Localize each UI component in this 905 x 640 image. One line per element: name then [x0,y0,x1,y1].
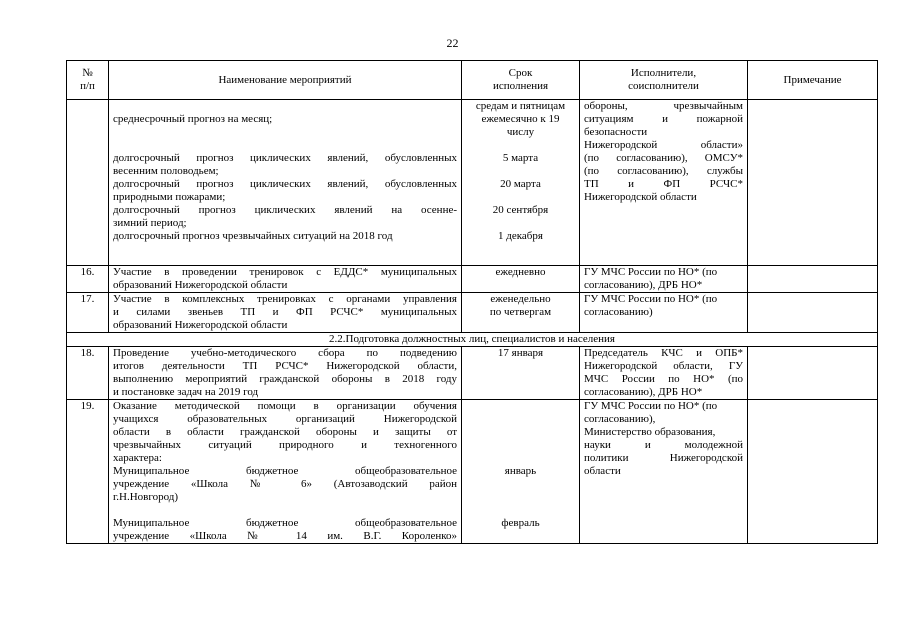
row-term: ежедневно [462,266,580,293]
row-executors: ГУ МЧС России по НО* (по согласованию), Министерство образования, науки и молодежной политики Нижегородской области [580,400,748,544]
row-name: Проведение учебно-методического сбора по подведению итогов деятельности ТП РСЧС* Нижегородской области, выполнению мероприятий гражданской обороны в 2018 году и постановке задач на 2019 год [109,347,462,400]
row-term: 17 января [462,347,580,400]
row-num: 16. [67,266,109,293]
table-header-row [67,61,878,100]
row-term: средам и пятницам ежемесячно к 19 числу 5 марта 20 марта 20 сентября 1 декабря [462,100,580,266]
table-row [67,100,878,266]
row-note [748,293,878,333]
row-name: Участие в проведении тренировок с ЕДДС* муниципальных образований Нижегородской области [109,266,462,293]
header-name: Наименование мероприятий [109,61,462,100]
row-executors: обороны, чрезвычайным ситуациям и пожарной безопасности Нижегородской области» (по согласованию), ОМСУ* (по согласованию), службы ТП и ФП РСЧС* Нижегородской области [580,100,748,266]
row-executors: ГУ МЧС России по НО* (по согласованию), ДРБ НО* [580,266,748,293]
row-executors: ГУ МЧС России по НО* (по согласованию) [580,293,748,333]
row-note [748,400,878,544]
row-term: январь февраль [462,400,580,544]
row-executors: Председатель КЧС и ОПБ* Нижегородской области, ГУ МЧС России по НО* (по согласованию), ДРБ НО* [580,347,748,400]
section-title: 2.2.Подготовка должностных лиц, специалистов и населения [67,333,878,347]
row-num: 19. [67,400,109,544]
section-row [67,333,878,347]
row-num: 18. [67,347,109,400]
row-num: 17. [67,293,109,333]
header-executors: Исполнители, соисполнители [580,61,748,100]
header-note: Примечание [748,61,878,100]
table-row [67,347,878,400]
table-row [67,400,878,544]
events-table [66,60,878,544]
row-note [748,100,878,266]
row-term: еженедельно по четвергам [462,293,580,333]
table-row [67,266,878,293]
row-name: Участие в комплексных тренировках с органами управления и силами звеньев ТП и ФП РСЧС* муниципальных образований Нижегородской области [109,293,462,333]
row-name: Оказание методической помощи в организации обучения учащихся образовательных организаций Нижегородской области в области гражданской обороны и защиты от чрезвычайных ситуаций природного и техногенного характера: Муниципальное бюджетное общеобразовательное учреждение «Школа № 6» (Автозаводский район г.Н.Новгород) Муниципальное бюджетное общеобразовательное учреждение «Школа № 14 им. В.Г. Короленко» [109,400,462,544]
row-name: среднесрочный прогноз на месяц; долгосрочный прогноз циклических явлений, обусловленных весенним половодьем; долгосрочный прогноз циклических явлений, обусловленных природными пожарами; долгосрочный прогноз циклических явлений на осенне- зимний период; долгосрочный прогноз чрезвычайных ситуаций на 2018 год [109,100,462,266]
page-number: 22 [446,36,459,50]
header-num: № п/п [67,61,109,100]
row-note [748,266,878,293]
table-row [67,293,878,333]
row-note [748,347,878,400]
row-num [67,100,109,266]
header-term: Срок исполнения [462,61,580,100]
